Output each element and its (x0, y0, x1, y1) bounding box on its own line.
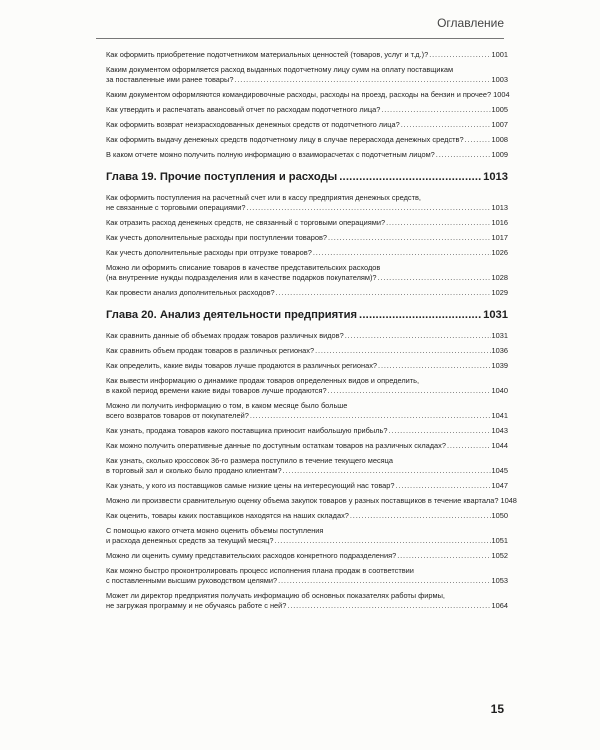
dot-leader (396, 481, 491, 491)
entry-text-line: Как отразить расход денежных средств, не связанный с торговыми операциями? (106, 218, 386, 227)
entry-text-line: Как провести анализ дополнительных расходов? (106, 288, 275, 297)
dot-leader (447, 441, 491, 451)
dot-leader (381, 105, 490, 115)
chapter-heading[interactable] (106, 308, 508, 322)
table-of-contents (106, 50, 517, 616)
dot-leader (429, 50, 490, 60)
toc-entry[interactable] (106, 105, 508, 115)
entry-text-line: Можно ли оформить списание товаров в качестве представительских расходов (106, 263, 381, 272)
dot-leader (401, 120, 491, 130)
entry-page: 1044 (491, 441, 508, 450)
entry-page: 1045 (491, 466, 508, 475)
entry-page: 1001 (491, 50, 508, 59)
entry-text-line: Как учесть дополнительные расходы при поступлении товаров? (106, 233, 327, 242)
entry-last-line (106, 288, 508, 298)
toc-entry[interactable] (106, 50, 508, 60)
entry-text-line: Как учесть дополнительные расходы при отгрузке товаров? (106, 248, 312, 257)
entry-page: 1050 (491, 511, 508, 520)
entry-page: 1017 (491, 233, 508, 242)
toc-entry[interactable] (106, 233, 508, 243)
dot-leader (345, 331, 491, 341)
toc-entry[interactable] (106, 263, 508, 283)
toc-entry[interactable] (106, 90, 508, 100)
entry-last-line (106, 411, 508, 421)
entry-last-line (106, 441, 508, 451)
toc-entry[interactable] (106, 248, 508, 258)
entry-text-line: за поставленные ими ранее товары? (106, 75, 234, 84)
toc-entry[interactable] (106, 193, 508, 213)
entry-text-line: Как оценить, товары каких поставщиков находятся на наших складах? (106, 511, 349, 520)
entry-page: 1052 (491, 551, 508, 560)
dot-leader (359, 308, 481, 322)
entry-page: 1028 (491, 273, 508, 282)
entry-page: 1043 (491, 426, 508, 435)
dot-leader (389, 426, 491, 436)
dot-leader (278, 576, 490, 586)
entry-last-line (106, 386, 508, 396)
entry-last-line (106, 481, 508, 491)
toc-entry[interactable] (106, 120, 508, 130)
chapter-page: 1013 (483, 171, 508, 183)
entry-text-line: в какой период времени какие виды товаров лучше продаются? (106, 386, 327, 395)
toc-entry[interactable] (106, 65, 508, 85)
entry-text-line: Как узнать, у кого из поставщиков самые низкие цены на интересующий нас товар? (106, 481, 395, 490)
entry-page: 1053 (491, 576, 508, 585)
entry-text-line: Как можно получить оперативные данные по доступным остаткам товаров на различных складах? (106, 441, 446, 450)
entry-text-line: В каком отчете можно получить полную информацию о взаиморасчетах с подотчетным лицом? (106, 150, 435, 159)
toc-entry[interactable] (106, 526, 508, 546)
entry-text-line: Можно ли получить информацию о том, в каком месяце было больше (106, 401, 348, 410)
dot-leader (436, 150, 491, 160)
entry-text-line: С помощью какого отчета можно оценить объемы поступления (106, 526, 324, 535)
dot-leader (397, 551, 490, 561)
entry-page: 1013 (491, 203, 508, 212)
entry-last-line (106, 273, 508, 283)
entry-text-line: Как можно быстро проконтролировать процесс исполнения плана продаж в соответствии (106, 566, 414, 575)
entry-page: 1047 (491, 481, 508, 490)
dot-leader (250, 411, 491, 421)
chapter-title: Глава 19. Прочие поступления и расходы (106, 171, 338, 183)
entry-last-line (106, 601, 508, 611)
header-divider (96, 38, 504, 39)
running-header-title: Оглавление (437, 16, 504, 30)
entry-text-line: Как оформить выдачу денежных средств подотчетному лицу в случае перерасхода денежных средств? (106, 135, 464, 144)
entry-last-line (106, 551, 508, 561)
dot-leader (465, 135, 491, 145)
dot-leader (234, 75, 490, 85)
entry-last-line (106, 75, 508, 85)
entry-text-line: не связанные с торговыми операциями? (106, 203, 246, 212)
dot-leader (328, 386, 491, 396)
entry-last-line (106, 90, 508, 100)
entry-last-line (106, 426, 508, 436)
dot-leader (315, 346, 490, 356)
dot-leader (339, 170, 481, 184)
entry-text-line: Можно ли оценить сумму представительских расходов конкретного подразделения? (106, 551, 397, 560)
entry-page: 1007 (491, 120, 508, 129)
dot-leader (276, 288, 491, 298)
entry-text-line: Как оформить поступления на расчетный счет или в кассу предприятия денежных средств, (106, 193, 421, 202)
entry-page: 1009 (491, 150, 508, 159)
toc-entry[interactable] (106, 496, 517, 506)
toc-entry[interactable] (106, 135, 508, 145)
entry-page: 1039 (491, 361, 508, 370)
toc-entry[interactable] (106, 481, 508, 491)
entry-page: 1031 (491, 331, 508, 340)
entry-page: 1029 (491, 288, 508, 297)
entry-page: 1005 (491, 105, 508, 114)
toc-entry[interactable] (106, 456, 508, 476)
entry-text-line: Как вывести информацию о динамике продаж товаров определенных видов и определить, (106, 376, 420, 385)
entry-last-line (106, 496, 517, 506)
entry-text-line: Как сравнить объем продаж товаров в различных регионах? (106, 346, 315, 355)
entry-text-line: Как оформить возврат неизрасходованных денежных средств от подотчетного лица? (106, 120, 400, 129)
entry-last-line (106, 331, 508, 341)
entry-last-line (106, 536, 508, 546)
toc-entry[interactable] (106, 376, 508, 396)
page-number: 15 (490, 702, 504, 716)
toc-entry[interactable] (106, 361, 508, 371)
entry-page: 1004 (493, 90, 510, 99)
entry-last-line (106, 466, 508, 476)
toc-entry[interactable] (106, 566, 508, 586)
chapter-title: Глава 20. Анализ деятельности предприятия (106, 309, 358, 321)
entry-page: 1003 (491, 75, 508, 84)
entry-text-line: и расхода денежных средств за текущий месяц? (106, 536, 274, 545)
entry-text-line: Как определить, какие виды товаров лучше продаются в различных регионах? (106, 361, 378, 370)
entry-last-line (106, 218, 508, 228)
entry-text-line: Каким документом оформляются командировочные расходы, расходы на проезд, расходы на бензин и прочее? (106, 90, 492, 99)
entry-text-line: Как утвердить и распечатать авансовый отчет по расходам подотчетного лица? (106, 105, 381, 114)
entry-last-line (106, 233, 508, 243)
entry-text-line: (на внутренние нужды подразделения или в качестве подарков покупателям)? (106, 273, 377, 282)
entry-text-line: в торговый зал и сколько было продано клиентам? (106, 466, 282, 475)
entry-page: 1036 (491, 346, 508, 355)
entry-text-line: Можно ли произвести сравнительную оценку объема закупок товаров у разных поставщиков в течение квартала? (106, 496, 499, 505)
dot-leader (378, 361, 491, 371)
toc-entry[interactable] (106, 551, 508, 561)
toc-entry[interactable] (106, 401, 508, 421)
toc-entry[interactable] (106, 511, 508, 521)
toc-entry[interactable] (106, 218, 508, 228)
entry-last-line (106, 120, 508, 130)
entry-text-line: Каким документом оформляется расход выданных подотчетному лицу сумм на оплату поставщикам (106, 65, 454, 74)
entry-page: 1026 (491, 248, 508, 257)
chapter-page: 1031 (483, 309, 508, 321)
entry-page: 1051 (491, 536, 508, 545)
entry-last-line (106, 105, 508, 115)
entry-last-line (106, 346, 508, 356)
entry-text-line: Как узнать, сколько кроссовок 36-го размера поступило в течение текущего месяца (106, 456, 394, 465)
dot-leader (246, 203, 490, 213)
entry-text-line: Может ли директор предприятия получать информацию об основных показателях работы фирмы, (106, 591, 445, 600)
entry-last-line (106, 511, 508, 521)
entry-last-line (106, 576, 508, 586)
entry-page: 1040 (491, 386, 508, 395)
dot-leader (283, 466, 491, 476)
toc-entry[interactable] (106, 591, 508, 611)
toc-entry[interactable] (106, 346, 508, 356)
dot-leader (350, 511, 491, 521)
dot-leader (274, 536, 490, 546)
entry-text-line: Как узнать, продажа товаров какого поставщика приносит наибольшую прибыль? (106, 426, 388, 435)
toc-entry[interactable] (106, 288, 508, 298)
entry-last-line (106, 203, 508, 213)
entry-text-line: Как сравнить данные об объемах продаж товаров различных видов? (106, 331, 344, 340)
entry-page: 1048 (500, 496, 517, 505)
entry-page: 1064 (491, 601, 508, 610)
entry-last-line (106, 50, 508, 60)
toc-entry[interactable] (106, 150, 508, 160)
entry-text-line: всего возвратов товаров от покупателей? (106, 411, 249, 420)
dot-leader (313, 248, 491, 258)
dot-leader (287, 601, 490, 611)
dot-leader (378, 273, 491, 283)
entry-page: 1041 (491, 411, 508, 420)
entry-text-line: не загружая программу и не обучаясь работе с ней? (106, 601, 287, 610)
entry-last-line (106, 248, 508, 258)
chapter-heading[interactable] (106, 170, 508, 184)
dot-leader (386, 218, 490, 228)
entry-page: 1008 (491, 135, 508, 144)
entry-text-line: Как оформить приобретение подотчетником материальных ценностей (товаров, услуг и т.д.)? (106, 50, 429, 59)
dot-leader (328, 233, 491, 243)
toc-entry[interactable] (106, 426, 508, 436)
toc-entry[interactable] (106, 331, 508, 341)
entry-page: 1016 (491, 218, 508, 227)
entry-last-line (106, 150, 508, 160)
entry-last-line (106, 135, 508, 145)
toc-entry[interactable] (106, 441, 508, 451)
entry-text-line: с поставленными высшим руководством целями? (106, 576, 278, 585)
entry-last-line (106, 361, 508, 371)
